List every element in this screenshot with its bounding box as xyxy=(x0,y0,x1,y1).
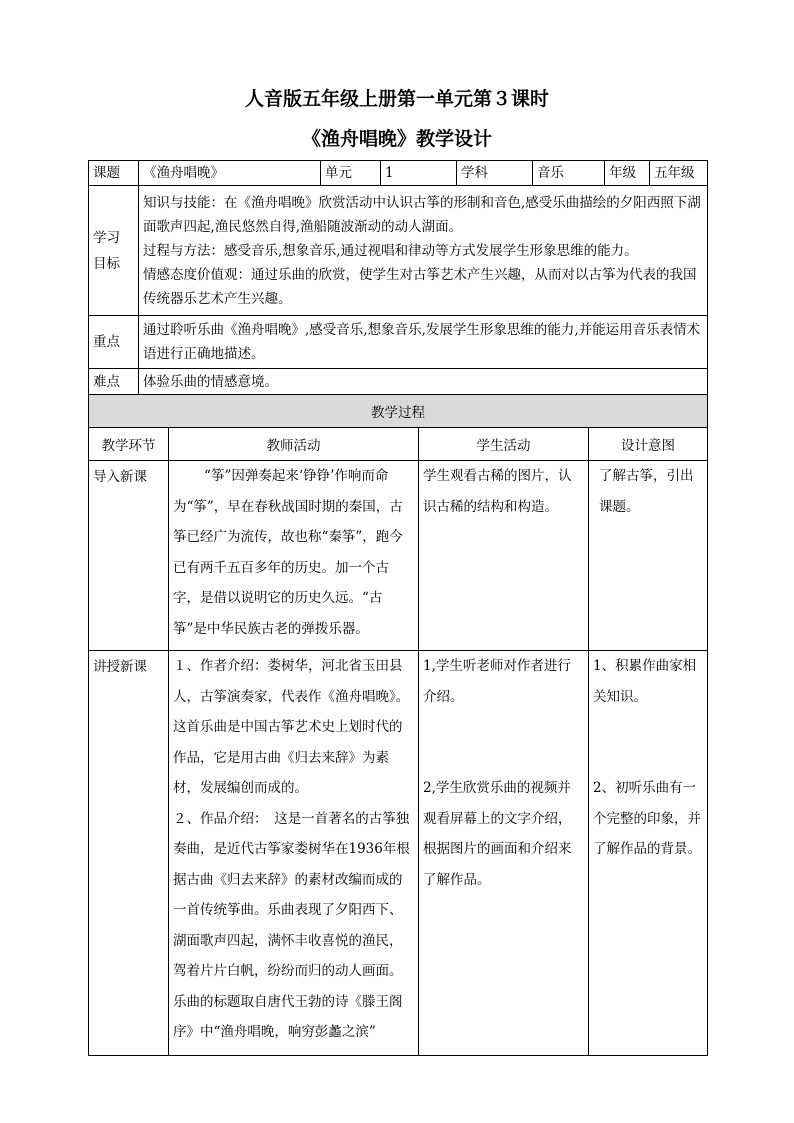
objectives-content xyxy=(139,186,708,316)
process-section-title: 教学过程 xyxy=(89,395,708,428)
student-activity-intro: 学生观看古稀的图片，认识古稀的结构和构造。 xyxy=(419,461,589,651)
grade-label: 年级 xyxy=(605,161,650,186)
objectives-label-text: 学习目标 xyxy=(93,229,120,272)
design-intent-2: 2、初听乐曲有一个完整的印象，并了解作品的背景。 xyxy=(593,780,701,857)
header-stage: 教学环节 xyxy=(89,428,169,461)
difficulty-value: 体验乐曲的情感意境。 xyxy=(139,369,708,395)
key-value: 通过聆听乐曲《渔舟唱晚》,感受音乐,想象音乐,发展学生形象思维的能力,并能运用音乐表情术语进行正确地描述。 xyxy=(139,316,708,369)
topic-value: 《渔舟唱晚》 xyxy=(139,161,321,186)
table-row xyxy=(89,651,708,1056)
design-intent-1: 1、积累作曲家相关知识。 xyxy=(593,658,697,705)
design-intent-new-lesson xyxy=(589,651,708,1056)
student-activity-new-lesson xyxy=(419,651,589,1056)
key-label: 重点 xyxy=(89,316,139,369)
topic-label: 课题 xyxy=(89,161,139,186)
table-row xyxy=(89,461,708,651)
subject-value: 音乐 xyxy=(533,161,605,186)
student-activity-2: 2,学生欣赏乐曲的视频并观看屏幕上的文字介绍，根据图片的画面和介绍来了解作品。 xyxy=(423,780,572,888)
grade-value: 五年级 xyxy=(650,161,708,186)
unit-label: 单元 xyxy=(321,161,381,186)
objective-attitude: 情感态度价值观：通过乐曲的欣赏，使学生对古筝艺术产生兴趣，从而对以古筝为代表的我国传统器乐艺术产生兴趣。 xyxy=(143,266,697,307)
subject-label: 学科 xyxy=(457,161,533,186)
header-teacher: 教师活动 xyxy=(169,428,419,461)
lesson-info-table xyxy=(88,160,708,395)
teacher-author-intro: １、作者介绍：娄树华，河北省玉田县人，古筝演奏家，代表作《渔舟唱晚》。这首乐曲是中国古筝艺术史上划时代的作品，它是用古曲《归去来辞》为素材，发展编创而成的。 xyxy=(173,658,410,796)
intent-spacer xyxy=(593,712,703,773)
teacher-activity-new-lesson xyxy=(169,651,419,1056)
document-subtitle: 《渔舟唱晚》教学设计 xyxy=(301,128,492,150)
design-intent-intro-text: 了解古筝，引出课题。 xyxy=(599,468,694,515)
teaching-process-table xyxy=(88,394,708,1056)
document-title: 人音版五年级上册第一单元第３课时 xyxy=(244,88,549,110)
stage-new-lesson: 讲授新课 xyxy=(89,651,169,1056)
teacher-activity-intro: “筝”因弹奏起来‘铮铮’作响而命为“筝”，早在春秋战国时期的秦国，古筝已经广为流传，故也称“秦筝”，跑今已有两千五百多年的历史。加一个古字，是借以说明它的历史久远。“古筝”是中华民族古老的弹拨乐器。 xyxy=(169,461,419,651)
design-intent-intro xyxy=(589,461,708,651)
header-student: 学生活动 xyxy=(419,428,589,461)
stage-intro: 导入新课 xyxy=(89,461,169,651)
teacher-work-intro: ２、作品介绍： 这是一首著名的古筝独奏曲，是近代古筝家娄树华在1936年根据古曲《归去来辞》的素材改编而成的一首传统筝曲。乐曲表现了夕阳西下、湖面歌声四起，满怀丰收喜悦的渔民，驾着片片白帆，纷纷而归的动人画面。乐曲的标题取自唐代王勃的诗《滕王阁序》中“渔舟唱晚，响穷彭蠡之滨” xyxy=(173,810,410,1040)
objectives-label xyxy=(89,186,139,316)
objective-process: 过程与方法：感受音乐,想象音乐,通过视唱和律动等方式发展学生形象思维的能力。 xyxy=(143,242,638,259)
student-activity-1: 1,学生听老师对作者进行介绍。 xyxy=(423,658,571,705)
student-spacer xyxy=(423,712,584,773)
objective-knowledge: 知识与技能：在《渔舟唱晚》欣赏活动中认识古筝的形制和音色,感受乐曲描绘的夕阳西照下湖面歌声四起,渔民悠然自得,渔船随波渐动的动人湖面。 xyxy=(143,194,701,235)
difficulty-label: 难点 xyxy=(89,369,139,395)
header-intent: 设计意图 xyxy=(589,428,708,461)
unit-value: 1 xyxy=(381,161,457,186)
